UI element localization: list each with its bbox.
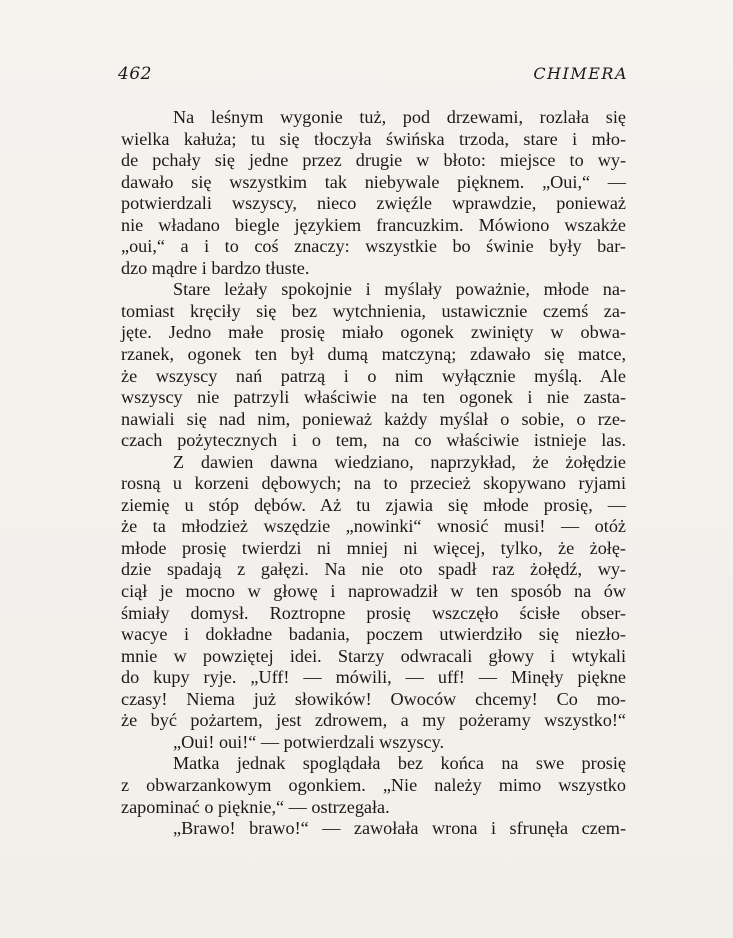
text-line: „Brawo! brawo!“ — zawołała wrona i sfrunęła czem- — [173, 818, 626, 839]
text-line: Matka jednak spoglądała bez końca na swe prosię — [173, 753, 626, 774]
text-line: Stare leżały spokojnie i myślały poważnie, młode na- — [173, 279, 626, 300]
text-line: rosną u korzeni dębowych; na to przecież skopywano ryjami — [121, 473, 626, 494]
text-line: czach pożytecznych i o tem, na co właściwie istnieje las. — [121, 430, 626, 451]
text-line: dzie spadają z gałęzi. Na nie oto spadł raz żołędź, wy- — [121, 559, 626, 580]
text-line: „oui,“ a i to coś znaczy: wszystkie bo świnie były bar- — [121, 236, 626, 257]
text-line: mnie w powziętej idei. Starzy odwracali głowy i wtykali — [121, 645, 626, 666]
text-line: z obwarzankowym ogonkiem. „Nie należy mimo wszystko — [121, 774, 626, 795]
text-line: nawiali się nad nim, ponieważ każdy myślał o sobie, o rze- — [121, 408, 626, 429]
text-line: młode prosię twierdzi ni mniej ni więcej, tylko, że żołę- — [121, 537, 626, 558]
text-line: że ta młodzież wszędzie „nowinki“ wnosić musi! — otóż — [121, 516, 626, 537]
page-header — [118, 64, 628, 90]
text-line: jęte. Jedno małe prosię miało ogonek zwinięty w obwa- — [121, 322, 626, 343]
text-line: wielka kałuża; tu się tłoczyła świńska trzoda, stare i mło- — [121, 128, 626, 149]
page-number: 462 — [118, 64, 152, 84]
text-line: de pchały się jedne przez drugie w błoto: miejsce to wy- — [121, 150, 626, 171]
body-text — [121, 107, 626, 840]
text-line: że wszyscy nań patrzą i o nim wyłącznie myślą. Ale — [121, 365, 626, 386]
text-line: Z dawien dawna wiedziano, naprzykład, że żołędzie — [173, 451, 626, 472]
text-line: ciął je mocno w głowę i naprowadził w ten sposób na ów — [121, 581, 626, 602]
text-line: wacye i dokładne badania, poczem utwierdziło się niezło- — [121, 624, 626, 645]
text-line: dzo mądre i bardzo tłuste. — [121, 257, 310, 278]
text-line: nie władano biegle językiem francuzkim. Mówiono wszakże — [121, 214, 626, 235]
text-line: czasy! Niema już słowików! Owoców chcemy! Co mo- — [121, 688, 626, 709]
text-line: do kupy ryje. „Uff! — mówili, — uff! — Minęły piękne — [121, 667, 626, 688]
text-line: ziemię u stóp dębów. Aż tu zjawia się młode prosię, — — [121, 494, 626, 515]
text-line: „Oui! oui!“ — potwierdzali wszyscy. — [173, 731, 445, 752]
running-title: CHIMERA — [533, 64, 628, 83]
text-line: zapominać o pięknie,“ — ostrzegała. — [121, 796, 390, 817]
text-line: wszyscy nie patrzyli właściwie na ten ogonek i nie zasta- — [121, 387, 626, 408]
text-line: dawało się wszystkim tak niebywale pięknem. „Oui,“ — — [121, 171, 626, 192]
text-line: śmiały domysł. Roztropne prosię wszczęło ścisłe obser- — [121, 602, 626, 623]
text-line: tomiast kręciły się bez wytchnienia, ustawicznie czemś za- — [121, 300, 626, 321]
text-line: Na leśnym wygonie tuż, pod drzewami, rozlała się — [173, 107, 626, 127]
text-line: rzanek, ogonek ten był dumą matczyną; zdawało się matce, — [121, 344, 626, 365]
text-line: potwierdzali wszyscy, nieco zwięźle wprawdzie, ponieważ — [121, 193, 626, 214]
text-line: że być pożartem, jest zdrowem, a my pożeramy wszystko!“ — [121, 710, 626, 731]
